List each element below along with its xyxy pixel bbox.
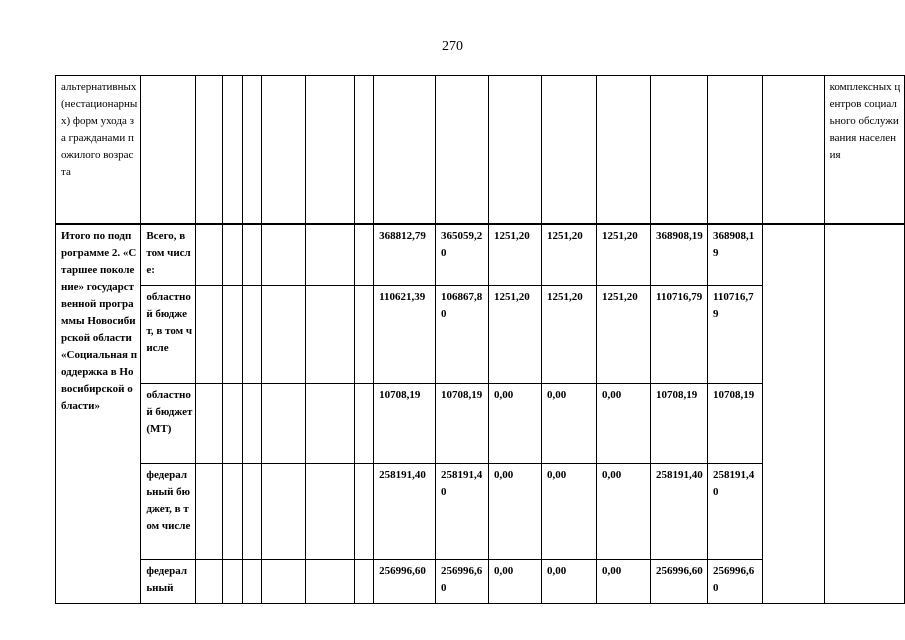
source-cell: областной бюджет, в том числе <box>141 286 196 384</box>
table-row: областной бюджет (МТ) 10708,19 10708,19 0,00 0,00 0,00 10708,19 10708,19 <box>56 384 905 464</box>
source-cell: областной бюджет (МТ) <box>141 384 196 464</box>
source-cell: Всего, в том числе: <box>141 224 196 286</box>
table-row <box>56 76 905 224</box>
table-cell: альтернативных (нестационарных) форм ухода за гражданами пожилого возраста <box>56 76 141 224</box>
table-cell: комплексных центров социального обслуживания населения <box>824 76 904 224</box>
source-cell: федеральный бюджет, в том числе <box>141 464 196 560</box>
table-row: федеральный 256996,60 256996,60 0,00 0,00 0,00 256996,60 256996,60 <box>56 560 905 604</box>
table-row: федеральный бюджет, в том числе 258191,40 258191,40 0,00 0,00 0,00 258191,40 258191,40 <box>56 464 905 560</box>
table-row: Итого по подпрограмме 2. «Старшее поколение» государственной программы Новосибирской области «Социальная поддержка в Новосибирской области» Всего, в том числе: 368812,79 365059,20 1251,20 1251,20 1251,20 368908,19 368908,19 <box>56 224 905 286</box>
group-label: Итого по подпрограмме 2. «Старшее поколение» государственной программы Новосибирской области «Социальная поддержка в Новосибирской области» <box>56 224 141 604</box>
table-row: областной бюджет, в том числе 110621,39 106867,80 1251,20 1251,20 1251,20 110716,79 110716,79 <box>56 286 905 384</box>
budget-table <box>55 75 905 604</box>
source-cell: федеральный <box>141 560 196 604</box>
page-number: 270 <box>442 39 463 54</box>
